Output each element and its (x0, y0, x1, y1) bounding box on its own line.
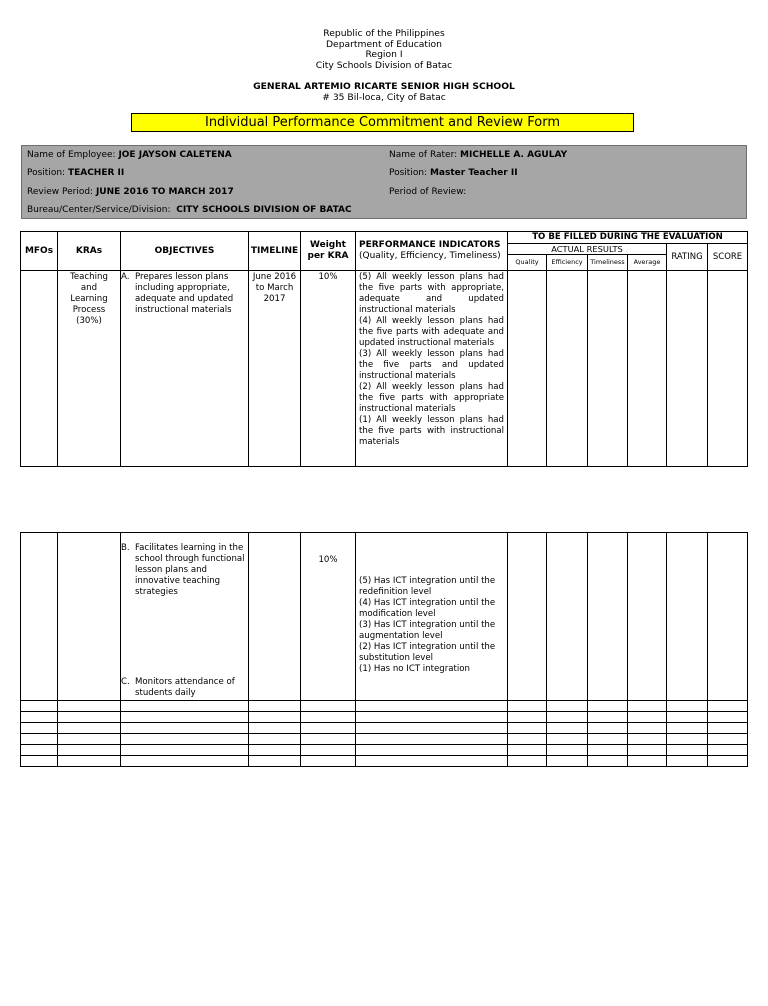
empty-cell (628, 745, 667, 756)
objective-a-letter: A. (121, 272, 130, 282)
empty-cell (508, 701, 547, 712)
empty-cell (356, 701, 508, 712)
col-header-actual-results: ACTUAL RESULTS (508, 244, 667, 255)
empty-cell (21, 723, 58, 734)
empty-cell (121, 723, 249, 734)
table-row (21, 756, 748, 767)
empty-cell (249, 712, 301, 723)
empty-cell (249, 734, 301, 745)
indicator-5: (5) All weekly lesson plans had the five parts with appropriate, adequate and updated instructional materials (359, 272, 504, 315)
empty-cell (588, 701, 628, 712)
col-header-weight: Weight per KRA (301, 232, 356, 271)
empty-cell (628, 712, 667, 723)
employee-name-value: JOE JAYSON CALETENA (118, 150, 232, 160)
col-header-kras: KRAs (58, 232, 121, 271)
table-row (21, 271, 748, 467)
employee-position-label: Position: (27, 168, 66, 178)
empty-cell (667, 734, 708, 745)
col-header-timeliness: Timeliness (588, 255, 628, 271)
empty-cell (628, 756, 667, 767)
empty-cell (21, 734, 58, 745)
col-header-performance-indicators (356, 232, 508, 271)
empty-cell (356, 734, 508, 745)
mfo-cell (21, 533, 58, 701)
rater-position-label: Position: (389, 168, 428, 178)
empty-cell (301, 712, 356, 723)
objective-c (121, 676, 248, 700)
empty-cell (121, 734, 249, 745)
table-row (21, 533, 748, 701)
col-header-quality: Quality (508, 255, 547, 271)
empty-cell (21, 745, 58, 756)
col-header-mfos: MFOs (21, 232, 58, 271)
empty-cell (58, 734, 121, 745)
empty-cell (588, 712, 628, 723)
table-row (21, 734, 748, 745)
empty-cell (588, 723, 628, 734)
employee-info-box (21, 145, 747, 219)
empty-cell (667, 723, 708, 734)
employee-position-row (27, 168, 124, 178)
rating-cell[interactable] (667, 271, 708, 467)
empty-cell (58, 745, 121, 756)
empty-cell (708, 723, 748, 734)
empty-cell (356, 712, 508, 723)
rating-cell[interactable] (667, 533, 708, 701)
empty-cell (356, 745, 508, 756)
empty-cell (58, 756, 121, 767)
empty-cell (356, 723, 508, 734)
col-header-rating: RATING (667, 244, 708, 271)
empty-cell (667, 745, 708, 756)
rater-position-value: Master Teacher II (429, 168, 518, 178)
rater-name-row (389, 150, 567, 160)
objective-c-text: Monitors attendance of students daily (135, 677, 235, 698)
empty-cell (249, 723, 301, 734)
empty-cell (58, 723, 121, 734)
table-row (21, 723, 748, 734)
employee-position-value: TEACHER II (67, 168, 125, 178)
indicator-4: (4) Has ICT integration until the modification level (359, 598, 496, 619)
objectives-bc-cell (121, 533, 249, 701)
empty-cell (547, 756, 588, 767)
indicator-1: (1) All weekly lesson plans had the five parts with instructional materials (359, 415, 504, 447)
empty-cell (508, 756, 547, 767)
score-cell[interactable] (708, 533, 748, 701)
empty-cell (301, 723, 356, 734)
empty-cell (301, 756, 356, 767)
empty-cell (708, 756, 748, 767)
bureau-label: Bureau/Center/Service/Division: (27, 205, 171, 215)
bureau-value: CITY SCHOOLS DIVISION OF BATAC (176, 205, 352, 215)
school-header (0, 82, 768, 103)
empty-cell (508, 723, 547, 734)
empty-cell (21, 701, 58, 712)
performance-indicators-cell (356, 271, 508, 467)
weight-cell: 10% (301, 533, 356, 701)
indicator-3: (3) All weekly lesson plans had the five parts and updated instructional materials (359, 349, 504, 381)
empty-cell (249, 701, 301, 712)
document-header (0, 29, 768, 71)
efficiency-cell[interactable] (547, 533, 588, 701)
col-header-evaluation: TO BE FILLED DURING THE EVALUATION (508, 232, 748, 244)
table-row (21, 701, 748, 712)
employee-name-row (27, 150, 232, 160)
col-header-timeline: TIMELINE (249, 232, 301, 271)
empty-cell (667, 701, 708, 712)
empty-cell (301, 745, 356, 756)
empty-cell (708, 712, 748, 723)
indicator-1: (1) Has no ICT integration (359, 664, 471, 674)
objective-b-text: Facilitates learning in the school through functional lesson plans and innovative teaching strategies (135, 543, 245, 597)
quality-cell[interactable] (508, 271, 547, 467)
empty-cell (356, 756, 508, 767)
empty-cell (121, 712, 249, 723)
objective-a-text: Prepares lesson plans including appropriate, adequate and updated instructional materials (135, 272, 234, 315)
quality-cell[interactable] (508, 533, 547, 701)
empty-cell (708, 701, 748, 712)
empty-cell (121, 701, 249, 712)
header-line-region: Region I (365, 49, 403, 60)
kra-cell (58, 533, 121, 701)
empty-cell (249, 756, 301, 767)
objective-b-letter: B. (121, 543, 130, 553)
indicator-2: (2) All weekly lesson plans had the five parts with appropriate instructional materials (359, 382, 504, 414)
header-line-department: Department of Education (325, 38, 443, 50)
form-title: Individual Performance Commitment and Review Form (131, 113, 634, 132)
average-cell[interactable] (628, 533, 667, 701)
empty-cell (301, 734, 356, 745)
employee-name-label: Name of Employee: (27, 150, 116, 160)
empty-cell (301, 701, 356, 712)
col-header-efficiency: Efficiency (547, 255, 588, 271)
empty-cell (628, 734, 667, 745)
empty-cell (547, 701, 588, 712)
average-cell[interactable] (628, 271, 667, 467)
empty-cell (708, 734, 748, 745)
objective-b (121, 542, 248, 599)
empty-cell (508, 712, 547, 723)
performance-indicators-cell (356, 533, 508, 701)
empty-cell (588, 745, 628, 756)
empty-cell (708, 745, 748, 756)
weight-cell: 10% (301, 271, 356, 467)
rater-name-value: MICHELLE A. AGULAY (460, 150, 568, 160)
header-line-division: City Schools Division of Batac (315, 59, 453, 71)
empty-cell (58, 712, 121, 723)
timeliness-cell[interactable] (588, 271, 628, 467)
empty-cell (121, 756, 249, 767)
header-line-republic: Republic of the Philippines (323, 28, 445, 39)
empty-cell (547, 723, 588, 734)
objective-c-letter: C. (121, 677, 130, 687)
empty-cell (667, 756, 708, 767)
pi-subtitle: (Quality, Efficiency, Timeliness) (359, 251, 501, 261)
empty-cell (121, 745, 249, 756)
period-of-review-label: Period of Review: (389, 187, 467, 197)
school-name: GENERAL ARTEMIO RICARTE SENIOR HIGH SCHOOL (253, 81, 515, 92)
timeliness-cell[interactable] (588, 533, 628, 701)
empty-cell (588, 756, 628, 767)
bureau-row (27, 205, 352, 215)
empty-cell (21, 756, 58, 767)
table-row (21, 745, 748, 756)
col-header-score: SCORE (708, 244, 748, 271)
school-address: # 35 Bil-loca, City of Batac (322, 91, 446, 103)
pi-title: PERFORMANCE INDICATORS (359, 240, 501, 250)
empty-cell (58, 701, 121, 712)
indicator-2: (2) Has ICT integration until the substitution level (359, 642, 496, 663)
review-period-row (27, 187, 234, 197)
period-of-review-row (389, 187, 466, 197)
performance-table-continued (20, 532, 748, 767)
empty-cell (628, 723, 667, 734)
col-header-average: Average (628, 255, 667, 271)
indicator-4: (4) All weekly lesson plans had the five parts with adequate and updated instructional materials (359, 316, 504, 348)
indicator-3: (3) Has ICT integration until the augmentation level (359, 620, 496, 641)
empty-cell (547, 712, 588, 723)
empty-cell (508, 734, 547, 745)
empty-cell (547, 734, 588, 745)
empty-cell (249, 745, 301, 756)
objective-a-cell (121, 271, 249, 467)
indicator-5: (5) Has ICT integration until the redefinition level (359, 576, 496, 597)
score-cell[interactable] (708, 271, 748, 467)
review-period-value: JUNE 2016 TO MARCH 2017 (95, 187, 234, 197)
empty-cell (21, 712, 58, 723)
rater-position-row (389, 168, 518, 178)
empty-cell (588, 734, 628, 745)
mfo-cell (21, 271, 58, 467)
empty-cell (628, 701, 667, 712)
table-row (21, 712, 748, 723)
col-header-objectives: OBJECTIVES (121, 232, 249, 271)
rater-name-label: Name of Rater: (389, 150, 458, 160)
empty-cell (508, 745, 547, 756)
kra-cell: Teaching and Learning Process (30%) (58, 271, 121, 467)
review-period-label: Review Period: (27, 187, 94, 197)
empty-cell (547, 745, 588, 756)
efficiency-cell[interactable] (547, 271, 588, 467)
timeline-cell (249, 533, 301, 701)
performance-table (20, 231, 748, 467)
timeline-cell: June 2016 to March 2017 (249, 271, 301, 467)
empty-cell (667, 712, 708, 723)
